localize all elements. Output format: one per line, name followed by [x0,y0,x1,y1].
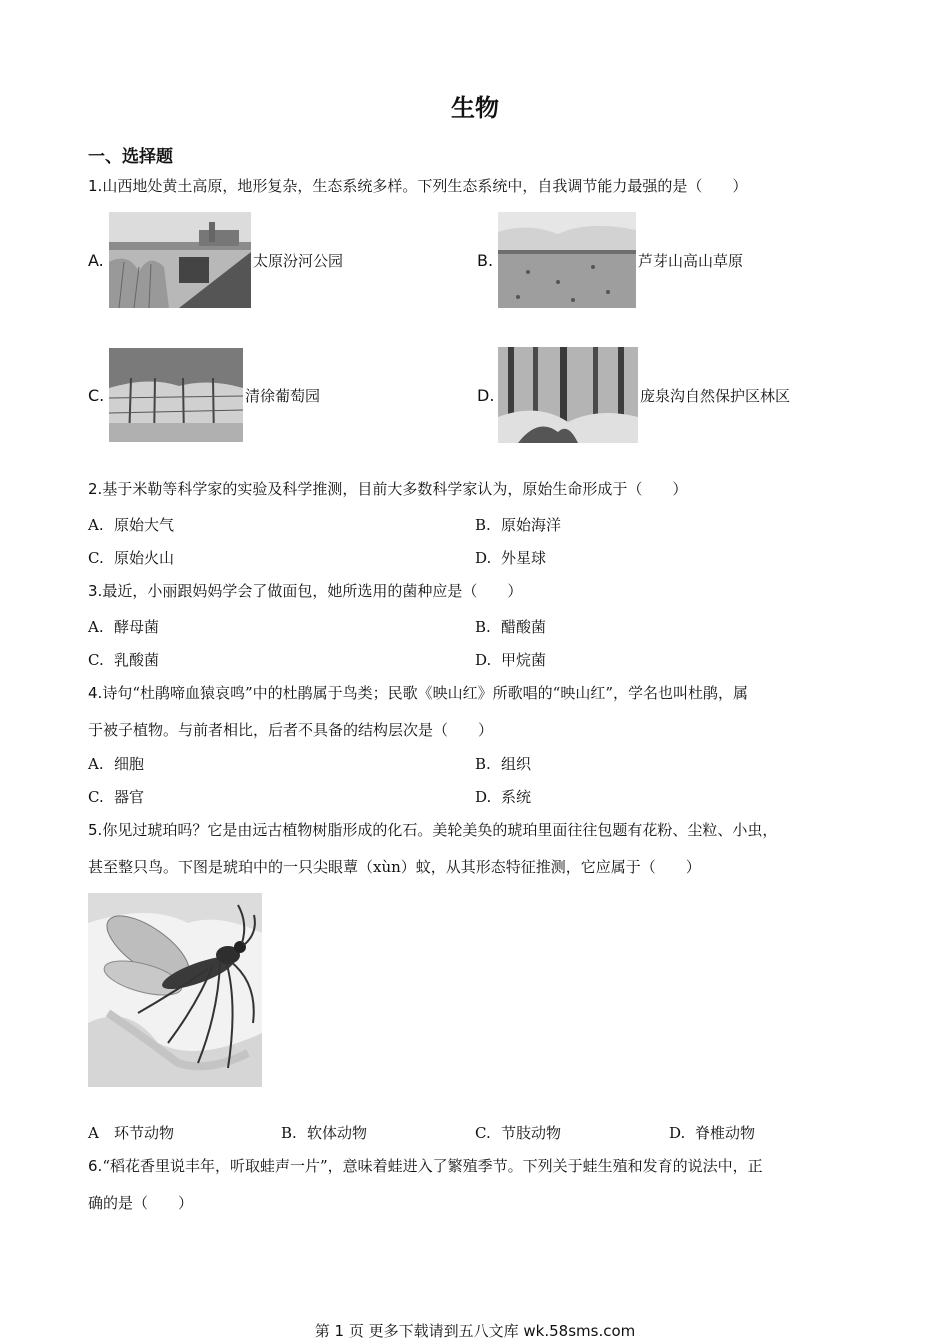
question-stem: 山西地处黄土高原，地形复杂，生态系统多样。下列生态系统中，自我调节能力最强的是（ ） [102,177,748,195]
q5-option-b[interactable] [281,1122,367,1144]
q1-option-d[interactable] [477,345,790,445]
option-letter: D. [669,1124,686,1142]
option-text: 外星球 [501,549,547,567]
option-text: 酵母菌 [114,618,160,636]
question-6 [88,1148,868,1222]
q1-option-b[interactable] [477,210,743,310]
option-letter: B. [475,516,491,534]
option-letter: D. [475,788,492,806]
question-2 [88,471,868,508]
question-number: 3. [88,582,103,600]
option-text: 醋酸菌 [501,618,547,636]
option-letter: C. [88,651,104,669]
option-text: 原始海洋 [501,516,562,534]
option-letter: D. [477,385,495,405]
q4-option-b[interactable] [475,753,531,775]
option-letter: C. [88,788,104,806]
option-text: 乳酸菌 [114,651,160,669]
grassland-photo [498,212,636,308]
option-letter: C. [88,385,105,405]
question-stem: 基于米勒等科学家的实验及科学推测，目前大多数科学家认为，原始生命形成于（ ） [102,480,688,498]
q2-option-a[interactable] [88,514,174,536]
question-line: 确的是（ ） [88,1194,194,1212]
option-text: 原始火山 [114,549,175,567]
q1-option-c[interactable] [88,345,320,445]
q4-option-a[interactable] [88,753,144,775]
question-number: 4. [88,684,103,702]
q3-option-b[interactable] [475,616,546,638]
option-letter: D. [475,651,492,669]
option-text: 软体动物 [307,1124,368,1142]
option-caption: 清徐葡萄园 [245,386,321,405]
forest-reserve-photo [498,347,638,443]
footer-site-link[interactable]: wk.58sms.com [523,1322,636,1340]
option-letter: A. [88,250,104,270]
q5-option-c[interactable] [475,1122,561,1144]
option-letter: A. [88,516,104,534]
page-title: 生物 [451,94,499,122]
q3-option-d[interactable] [475,649,546,671]
q1-option-a[interactable] [88,210,343,310]
q2-option-d[interactable] [475,547,546,569]
option-text: 组织 [501,755,532,773]
q3-option-c[interactable] [88,649,159,671]
question-4 [88,675,868,749]
option-text: 系统 [501,788,532,806]
option-letter: D. [475,549,492,567]
option-text: 细胞 [114,755,145,773]
option-text: 原始大气 [114,516,175,534]
option-text: 器官 [114,788,145,806]
question-line: 于被子植物。与前者相比，后者不具备的结构层次是（ ） [88,721,494,739]
question-stem: “稻花香里说丰年，听取蛙声一片”，意味着蛙进入了繁殖季节。下列关于蛙生殖和发育的说法中，正 [102,1157,763,1175]
option-letter: A. [88,618,104,636]
option-letter: C. [475,1124,491,1142]
question-stem: 你见过琥珀吗？它是由远古植物树脂形成的化石。美轮美奂的琥珀里面往往包题有花粉、尘粒、小虫， [102,821,778,839]
option-letter: A [88,1124,99,1142]
option-letter: A. [88,755,104,773]
q2-option-b[interactable] [475,514,561,536]
option-letter: C. [88,549,104,567]
page-number: 1 [334,1322,345,1340]
option-letter: B. [475,618,491,636]
q4-option-c[interactable] [88,786,144,808]
q4-option-d[interactable] [475,786,531,808]
question-number: 2. [88,480,103,498]
option-letter: B. [281,1124,297,1142]
option-text: 节肢动物 [501,1124,562,1142]
q5-option-d[interactable] [669,1122,755,1144]
amber-insect-image [88,893,262,1087]
question-line [88,1148,868,1185]
river-park-photo [109,212,251,308]
option-letter: B. [477,250,494,270]
option-text: 环节动物 [114,1124,175,1142]
question-number: 6. [88,1157,103,1175]
page-footer [0,1320,950,1341]
question-1 [88,168,868,205]
option-caption: 芦芽山高山草原 [638,251,744,270]
footer-prefix: 第 [314,1322,330,1340]
question-stem: 最近，小丽跟妈妈学会了做面包，她所选用的菌种应是（ ） [102,582,523,600]
q3-option-a[interactable] [88,616,159,638]
question-line [88,675,868,712]
question-3 [88,573,868,610]
option-caption: 太原汾河公园 [253,251,344,270]
question-line: 甚至整只鸟。下图是琥珀中的一只尖眼蕈（xùn）蚊，从其形态特征推测，它应属于（ ） [88,858,701,876]
vineyard-photo [109,348,243,442]
q2-option-c[interactable] [88,547,174,569]
question-number: 5. [88,821,103,839]
footer-text: 页 更多下载请到五八文库 [348,1322,519,1340]
option-text: 甲烷菌 [501,651,547,669]
section-heading: 一、选择题 [88,147,173,167]
question-number: 1. [88,177,103,195]
option-letter: B. [475,755,491,773]
option-caption: 庞泉沟自然保护区林区 [640,386,791,405]
question-line [88,812,868,849]
q5-option-a[interactable] [88,1122,174,1144]
question-5 [88,812,868,886]
option-text: 脊椎动物 [695,1124,756,1142]
question-stem: 诗句“杜鹃啼血猿哀鸣”中的杜鹃属于鸟类；民歌《映山红》所歌唱的“映山红”，学名也叫杜鹃，属 [102,684,748,702]
